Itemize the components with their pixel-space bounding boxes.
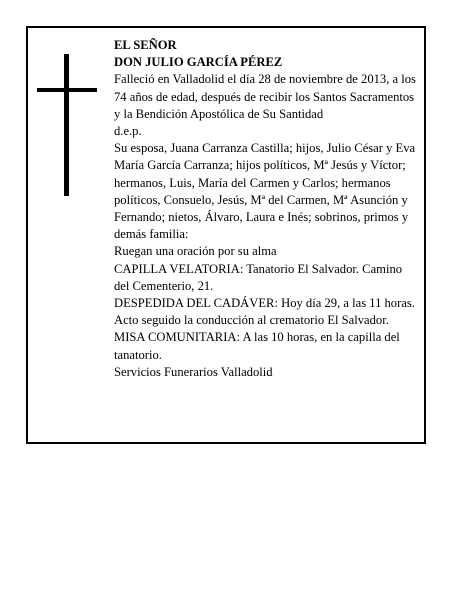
rip-abbreviation: d.e.p.: [114, 124, 142, 139]
cross-icon-crossbar: [37, 88, 97, 92]
chapel-info: CAPILLA VELATORIA: Tanatorio El Salvador. Camino del Cementerio, 21.: [114, 261, 403, 293]
prayer-request: Ruegan una oración por su alma: [114, 244, 277, 259]
cross-icon: [64, 54, 69, 196]
mass-info: MISA COMUNITARIA: A las 10 horas, en la capilla del tanatorio.: [114, 330, 400, 362]
obituary-title: EL SEÑOR: [114, 38, 177, 52]
death-announcement: Falleció en Valladolid el día 28 de noviembre de 2013, a los 74 años de edad, después de recibir los Santos Sacramentos y la Bendición Apostólica de Su Santidad: [114, 72, 416, 121]
farewell-info: DESPEDIDA DEL CADÁVER: Hoy día 29, a las 11 horas. Acto seguido la conducción al crematorio El Salvador.: [114, 296, 415, 328]
obituary-text: [114, 37, 420, 381]
family-list: Su esposa, Juana Carranza Castilla; hijos, Julio César y Eva María García Carranza; hijos políticos, Mª Jesús y Víctor; hermanos, Luis, María del Carmen y Carlos; hermanos políticos, Consuelo, Jesús, Mª del Carmen, Mª Asunción y Fernando; nietos, Álvaro, Laura e Inés; sobrinos, primos y demás familia:: [114, 141, 416, 242]
funeral-services: Servicios Funerarios Valladolid: [114, 364, 273, 379]
deceased-name: DON JULIO GARCÍA PÉREZ: [114, 55, 283, 70]
